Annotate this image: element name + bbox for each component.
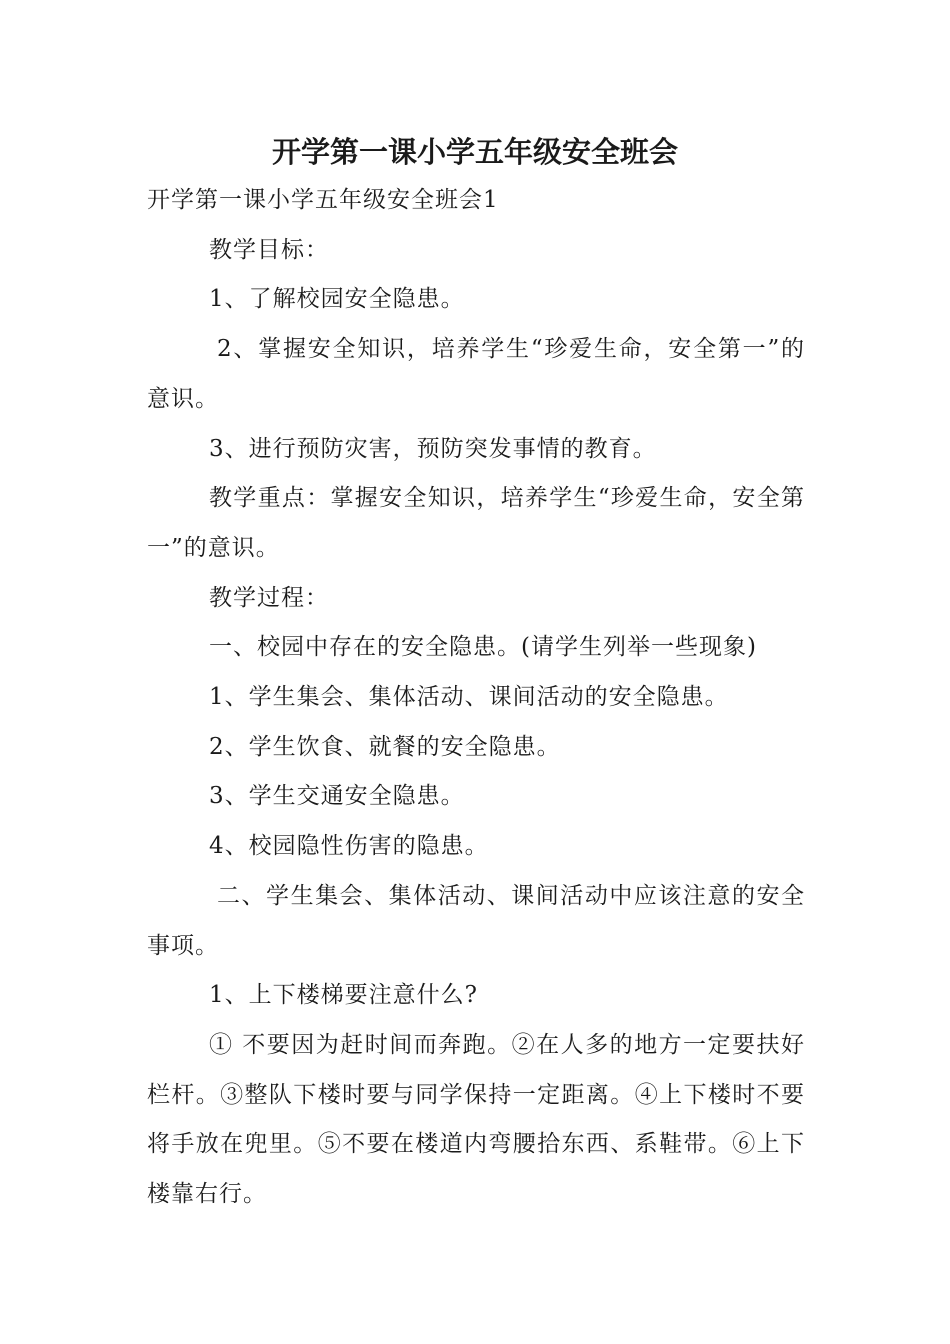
teaching-process-heading: 教学过程： <box>209 584 329 611</box>
teaching-goals-heading: 教学目标： <box>209 236 329 263</box>
hazard-item-4: 4、校园隐性伤害的隐患。 <box>209 833 489 860</box>
part-two-heading: 二、学生集会、集体活动、课间活动中应该注意的安全事项。 <box>147 882 805 959</box>
hazard-item-2: 2、学生饮食、就餐的安全隐患。 <box>209 733 561 760</box>
goal-item-3: 3、进行预防灾害，预防突发事情的教育。 <box>209 435 657 462</box>
hazard-item-3: 3、学生交通安全隐患。 <box>209 783 465 810</box>
document-title: 开学第一课小学五年级安全班会 <box>271 135 678 169</box>
stairs-rules: ① 不要因为赶时间而奔跑。②在人多的地方一定要扶好栏杆。③整队下楼时要与同学保持一定距离。④上下楼时不要将手放在兜里。⑤不要在楼道内弯腰拾东西、系鞋带。⑥上下楼靠右行。 <box>147 1031 805 1208</box>
stairs-question: 1、上下楼梯要注意什么? <box>209 982 478 1009</box>
document-body <box>147 176 805 1220</box>
part-one-heading: 一、校园中存在的安全隐患。(请学生列举一些现象) <box>209 634 757 661</box>
goal-item-2: 2、掌握安全知识，培养学生“珍爱生命，安全第一”的意识。 <box>147 336 805 412</box>
teaching-focus: 教学重点：掌握安全知识，培养学生“珍爱生命，安全第一”的意识。 <box>147 485 805 561</box>
hazard-item-1: 1、学生集会、集体活动、课间活动的安全隐患。 <box>209 684 729 711</box>
section-heading: 开学第一课小学五年级安全班会1 <box>147 187 499 213</box>
goal-item-1: 1、了解校园安全隐患。 <box>209 286 465 313</box>
